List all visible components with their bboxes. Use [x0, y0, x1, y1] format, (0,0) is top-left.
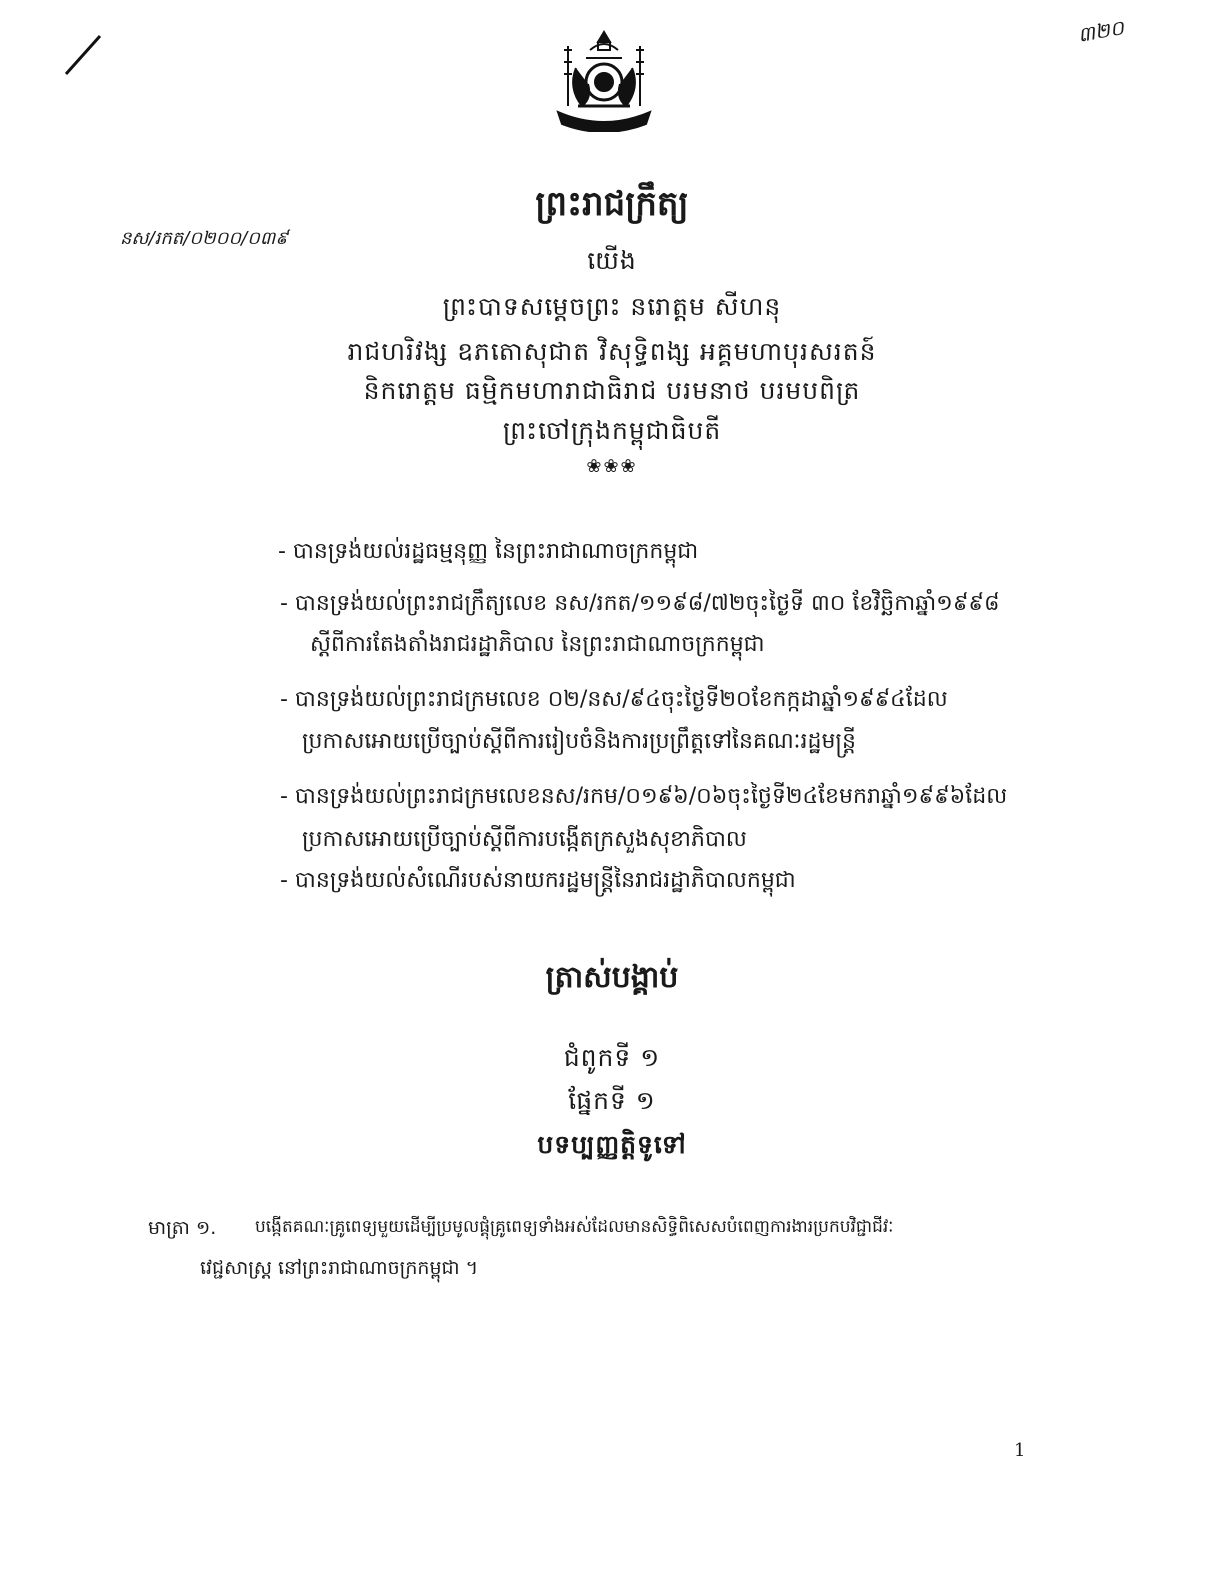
reference-number: នស/រកត/០២០០/០៣៩	[120, 228, 289, 249]
page-number: 1	[1014, 1440, 1026, 1461]
preamble-item: - បានទ្រង់យល់រដ្ឋធម្មនុញ្ញ នៃព្រះរាជាណាចក្រកម្ពុជា	[278, 539, 699, 564]
preamble-item: - បានទ្រង់យល់ព្រះរាជក្រមលេខនស/រកម/០១៩៦/០៦ចុះថ្ងៃទី២៤ខែមករាឆ្នាំ១៩៩៦ដែល	[280, 784, 1008, 809]
preamble-item: - បានទ្រង់យល់ព្រះរាជក្រមលេខ ០២/នស/៩៤ចុះថ្ងៃទី២០ខែកក្កដាឆ្នាំ១៩៩៤ដែល	[280, 687, 948, 712]
king-line-2: រាជហរិវង្ស ឧភតោសុជាត វិសុទ្ធិពង្ស អគ្គមហាបុរសរតន៍	[347, 337, 877, 366]
preamble-item: - បានទ្រង់យល់ព្រះរាជក្រឹត្យលេខ នស/រកត/១១៩៨/៧២ចុះថ្ងៃទី ៣០ ខែវិច្ឆិកាឆ្នាំ១៩៩៨	[280, 591, 1000, 616]
preamble-item-continuation: ស្ដីពីការតែងតាំងរាជរដ្ឋាភិបាល នៃព្រះរាជាណាចក្រកម្ពុជា	[310, 632, 765, 657]
article-text-line-2: វេជ្ជសាស្ត្រ នៅព្រះរាជាណាចក្រកម្ពុជា ។	[200, 1257, 479, 1279]
document-title: ព្រះរាជក្រឹត្យ	[535, 184, 689, 224]
king-line-4: ព្រះចៅក្រុងកម្ពុជាធិបតី	[502, 416, 722, 445]
king-line-3: និករោត្ដម ធម្មិកមហារាជាធិរាជ បរមនាថ បរមបពិត្រ	[363, 376, 861, 405]
king-line-1: ព្រះបាទសម្ដេចព្រះ នរោត្ដម សីហនុ	[442, 292, 782, 321]
provisions-title: បទប្បញ្ញត្តិទូទៅ	[537, 1130, 687, 1159]
ornament-divider: ❀❀❀	[586, 456, 638, 477]
corner-annotation: ៣២០	[1075, 15, 1126, 47]
article-label: មាត្រា ១.	[148, 1217, 217, 1239]
article-text-line-1: បង្កើតគណៈគ្រូពេទ្យមួយដើម្បីប្រមូលផ្ដុំគ្រូពេទ្យទាំងអស់ដែលមានសិទ្ធិពិសេសបំពេញការងារប្រកបវិជ្ជាជីវៈ	[255, 1217, 894, 1237]
preamble-item-continuation: ប្រកាសអោយប្រើច្បាប់ស្ដីពីការរៀបចំនិងការប្រព្រឹត្តទៅនៃគណៈរដ្ឋមន្ត្រី	[302, 729, 856, 754]
chapter-heading: ជំពូកទី ១	[563, 1043, 661, 1072]
preamble-item: - បានទ្រង់យល់សំណើរបស់នាយករដ្ឋមន្ត្រីនៃរាជរដ្ឋាភិបាលកម្ពុជា	[280, 868, 796, 893]
we-heading: យើង	[587, 246, 637, 275]
pen-stroke-mark	[60, 30, 110, 80]
royal-coat-of-arms-icon	[548, 28, 660, 132]
preamble-item-continuation: ប្រកាសអោយប្រើច្បាប់ស្ដីពីការបង្កើតក្រសួងសុខាភិបាល	[302, 827, 747, 852]
section-heading: ផ្នែកទី ១	[568, 1086, 656, 1115]
decree-heading: ត្រាស់បង្គាប់	[545, 960, 679, 995]
